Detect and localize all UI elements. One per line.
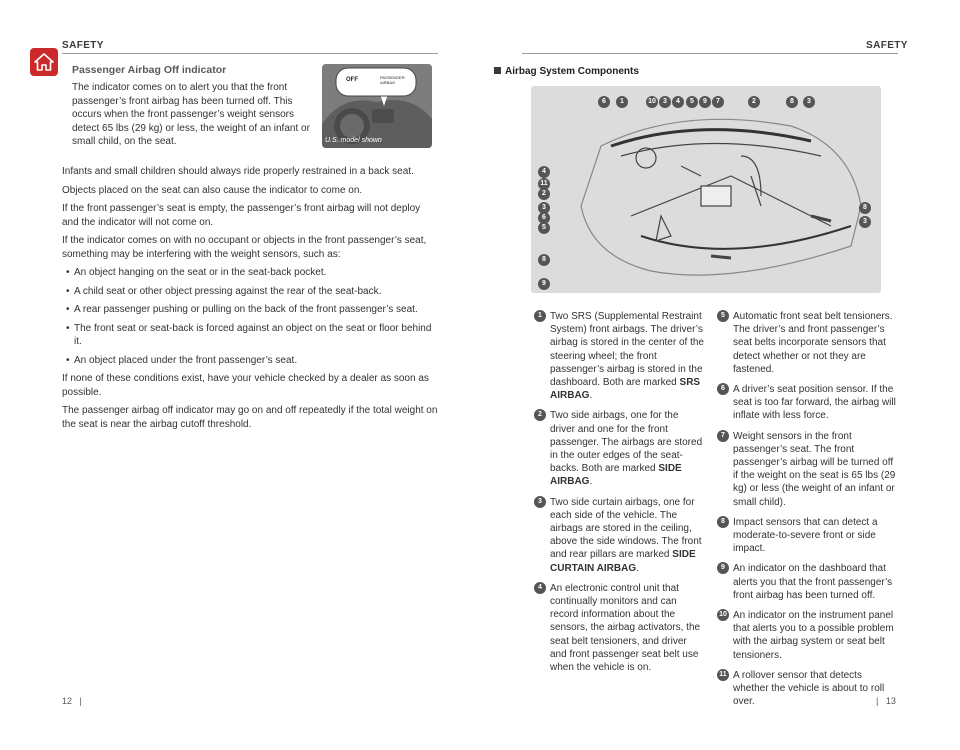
right-page-number-value: 13 xyxy=(885,696,896,706)
components-list-col-1 xyxy=(534,310,704,681)
component-item-7 xyxy=(717,430,897,509)
paragraph: Infants and small children should always ride properly restrained in a back seat. xyxy=(62,166,414,177)
item-number-badge: 11 xyxy=(717,669,729,681)
subhead-passenger-airbag-off: Passenger Airbag Off indicator xyxy=(72,64,227,76)
bullet-item: • An object placed under the front passenger’s seat. xyxy=(62,354,438,368)
component-item-9 xyxy=(717,562,897,602)
callout-marker: 3 xyxy=(659,96,671,108)
passenger-airbag-label: PASSENGER AIRBAG xyxy=(380,75,405,85)
section-title xyxy=(494,66,639,77)
callout-marker: 8 xyxy=(786,96,798,108)
callout-marker: 11 xyxy=(538,178,550,190)
callout-marker: 4 xyxy=(538,166,550,178)
section-title-text: Airbag System Components xyxy=(505,66,639,77)
item-text: An indicator on the dashboard that alerts you that the front passenger’s front airbag has been turned off. xyxy=(733,563,893,601)
right-page-number: | 13 xyxy=(876,696,896,706)
left-header-rule xyxy=(62,53,438,54)
image-caption: U.S. model shown xyxy=(325,137,382,144)
item-tail: . xyxy=(589,476,593,488)
item-number-badge: 1 xyxy=(534,310,546,322)
item-text: Two SRS (Supplemental Restraint System) front airbags. The driver’s airbag is stored in the center of the steering wheel; the front passenger’s airbag is stored in the dashboard. Both are marked xyxy=(550,311,704,389)
item-text: Two side airbags, one for the driver and one for the front passenger. The airbags are stored in the outer edges of the seat-backs. Both are marked xyxy=(550,410,703,475)
callout-marker: 6 xyxy=(598,96,610,108)
bullet-item: • An object hanging on the seat or in the seat-back pocket. xyxy=(62,266,438,280)
item-bold-text: SIDE AIRBAG xyxy=(550,463,682,488)
item-text: A driver’s seat position sensor. If the seat is too far forward, the airbag will inflate with less force. xyxy=(733,384,896,422)
component-item-10 xyxy=(717,609,897,662)
callout-marker: 9 xyxy=(699,96,711,108)
callout-marker: 10 xyxy=(646,96,658,108)
component-item-2 xyxy=(534,409,704,488)
item-number-badge: 4 xyxy=(534,582,546,594)
item-text: An electronic control unit that continually monitors and can record information about the sensors, the airbag activators, the seat belt tensioners, and driver and front passenger seat belt use when the vehicle is on. xyxy=(550,582,701,674)
bullet-item: • A child seat or other object pressing against the rear of the seat-back. xyxy=(62,285,438,299)
paragraph: If the indicator comes on with no occupant or objects in the front passenger’s seat, something may be interfering with the weight sensors, such as: xyxy=(62,235,427,260)
off-indicator-label: OFF xyxy=(346,77,358,83)
item-tail: . xyxy=(636,562,639,574)
callout-marker: 9 xyxy=(538,278,550,290)
component-item-1 xyxy=(534,310,704,402)
left-body xyxy=(62,165,438,436)
airbag-components-diagram xyxy=(531,86,881,293)
item-text: Weight sensors in the front passenger’s seat. The front passenger’s airbag will be turned off if the weight on the seat is 65 lbs (29 kg) or less (the weight of an infant or small child). xyxy=(733,430,896,508)
item-number-badge: 3 xyxy=(534,496,546,508)
item-number-badge: 2 xyxy=(534,409,546,421)
callout-marker: 7 xyxy=(712,96,724,108)
left-section-label: SAFETY xyxy=(62,40,104,51)
callout-marker: 8 xyxy=(538,254,550,266)
callout-marker: 5 xyxy=(686,96,698,108)
callout-marker: 6 xyxy=(538,212,550,224)
item-bold-text: SRS AIRBAG xyxy=(550,377,701,402)
bullet-item: • A rear passenger pushing or pulling on the back of the front passenger’s seat. xyxy=(62,303,438,317)
item-text: Impact sensors that can detect a moderate-to-severe front or side impact. xyxy=(733,516,878,555)
item-number-badge: 5 xyxy=(717,310,729,322)
component-item-3 xyxy=(534,496,704,575)
square-bullet-icon xyxy=(494,67,501,74)
callout-marker: 4 xyxy=(672,96,684,108)
component-item-5 xyxy=(717,310,897,376)
component-item-11 xyxy=(717,669,897,709)
paragraph: If none of these conditions exist, have your vehicle checked by a dealer as soon as possible. xyxy=(62,373,429,398)
components-list-col-2 xyxy=(717,310,897,715)
item-number-badge: 9 xyxy=(717,562,729,574)
item-text: An indicator on the instrument panel that alerts you to a possible problem with the airbag system or seat belt tensioners. xyxy=(733,610,894,661)
intro-paragraph: The indicator comes on to alert you that the front passenger’s front airbag has been turned off. This occurs when the front passenger’s weight sensors detect 65 lbs (29 kg) or less, the weight of an infant or small child, on the seat. xyxy=(72,82,310,147)
car-cutaway-illustration xyxy=(531,86,881,293)
left-page-number: 12 | xyxy=(62,696,82,706)
item-number-badge: 6 xyxy=(717,383,729,395)
callout-marker: 3 xyxy=(538,202,550,214)
component-item-4 xyxy=(534,582,704,674)
bullet-item: • The front seat or seat-back is forced against an object on the seat or floor behind it. xyxy=(62,322,438,349)
paragraph: If the front passenger’s seat is empty, the passenger’s front airbag will not deploy and the indicator will not come on. xyxy=(62,203,421,228)
dashboard-indicator-image xyxy=(322,64,432,148)
callout-marker: 3 xyxy=(859,216,871,228)
dashboard-illustration xyxy=(322,64,432,148)
item-number-badge: 7 xyxy=(717,430,729,442)
component-item-6 xyxy=(717,383,897,423)
callout-marker: 3 xyxy=(803,96,815,108)
callout-marker: 2 xyxy=(538,188,550,200)
item-number-badge: 10 xyxy=(717,609,729,621)
callout-marker: 1 xyxy=(616,96,628,108)
home-icon xyxy=(34,53,54,71)
callout-marker: 5 xyxy=(538,222,550,234)
component-item-8 xyxy=(717,516,897,556)
paragraph: The passenger airbag off indicator may go on and off repeatedly if the total weight on the seat is near the airbag cutoff threshold. xyxy=(62,405,438,430)
right-section-label: SAFETY xyxy=(866,40,908,51)
item-number-badge: 8 xyxy=(717,516,729,528)
callout-marker: 2 xyxy=(748,96,760,108)
item-text: A rollover sensor that detects whether the vehicle is about to roll over. xyxy=(733,669,885,708)
item-bold-text: SIDE CURTAIN AIRBAG xyxy=(550,549,696,574)
home-button[interactable] xyxy=(30,48,58,76)
paragraph: Objects placed on the seat can also cause the indicator to come on. xyxy=(62,184,363,196)
item-text: Two side curtain airbags, one for each side of the vehicle. The airbags are stored in the ceiling, above the side windows. The front and rear pillars are marked xyxy=(550,496,702,561)
item-tail: . xyxy=(589,390,593,402)
item-text: Automatic front seat belt tensioners. The driver’s and front passenger’s seat belts incorporate sensors that detect whether or not they are fastened. xyxy=(733,311,893,375)
left-page-number-value: 12 xyxy=(62,696,73,706)
callout-marker: 8 xyxy=(859,202,871,214)
right-header-rule xyxy=(522,53,898,54)
